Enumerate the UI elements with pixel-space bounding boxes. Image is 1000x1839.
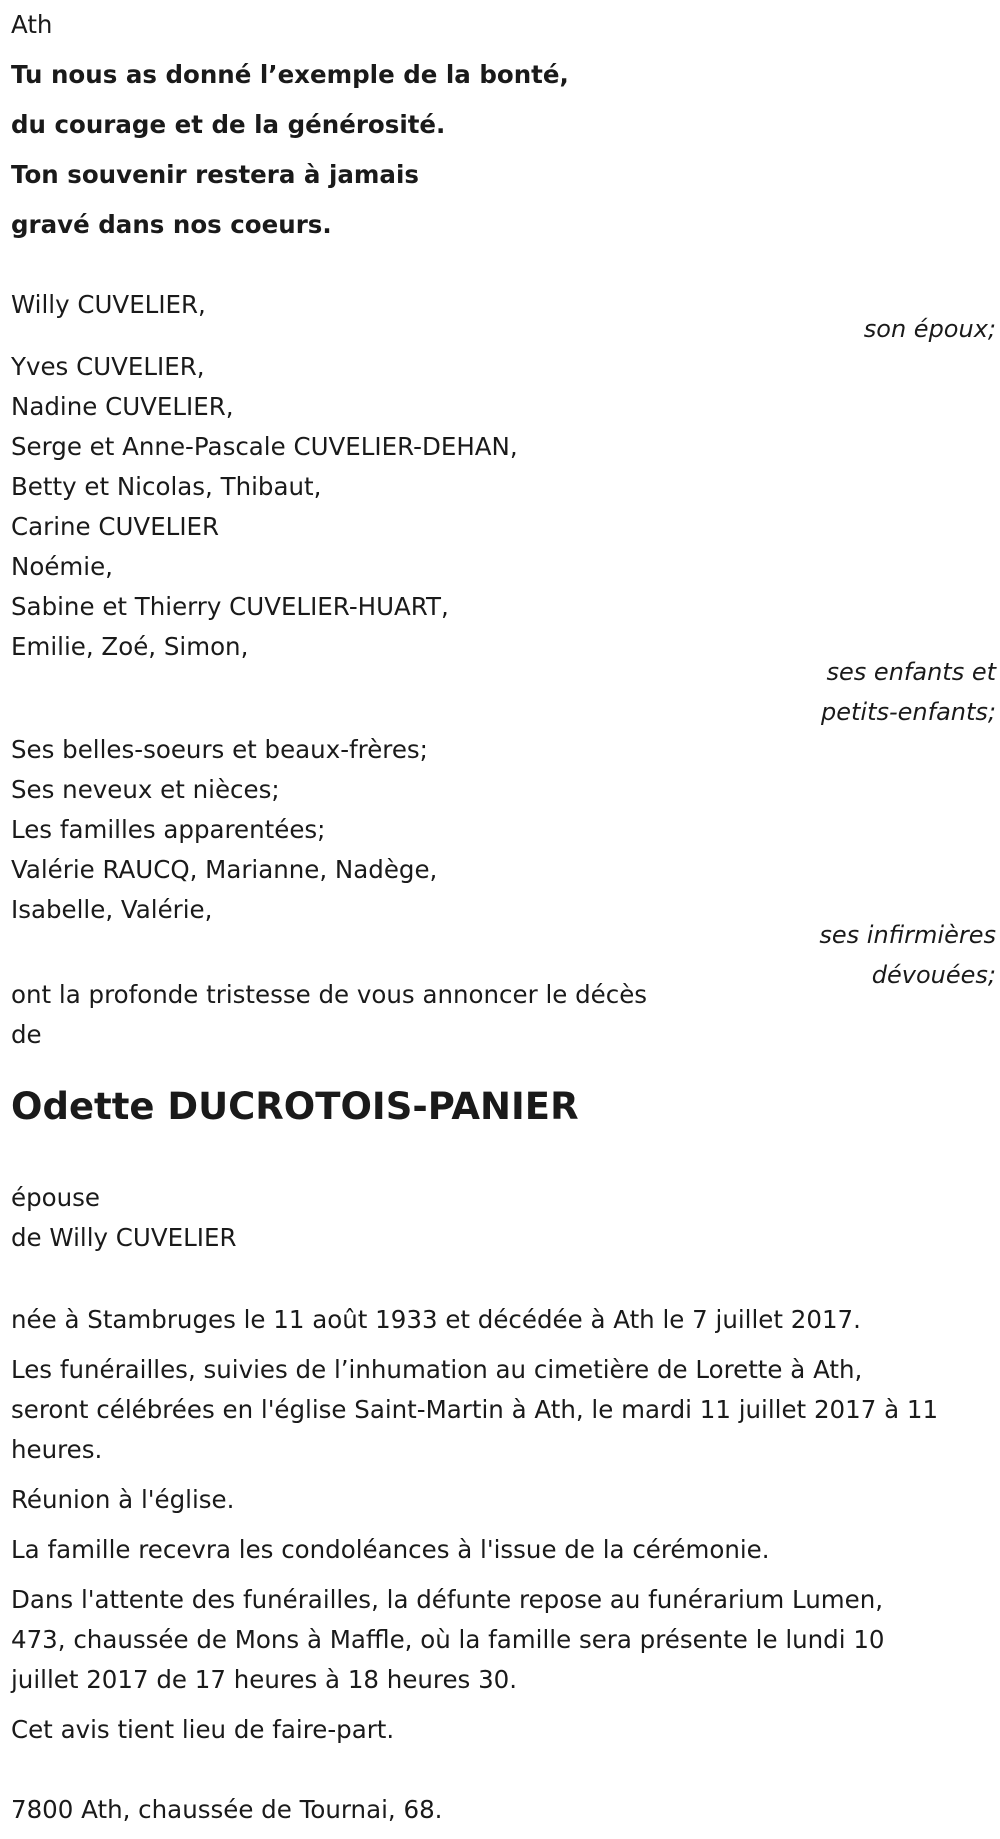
- city-heading: Ath: [11, 10, 53, 39]
- poem-line: du courage et de la générosité.: [11, 110, 446, 139]
- announcement-line: ont la profonde tristesse de vous annoncer le décès: [11, 980, 648, 1009]
- condolences-line: La famille recevra les condoléances à l'issue de la cérémonie.: [11, 1535, 770, 1564]
- child-line: Noémie,: [11, 552, 113, 581]
- nurses-relation: dévouées;: [871, 961, 996, 989]
- child-line: Emilie, Zoé, Simon,: [11, 632, 249, 661]
- relative-line: Ses belles-soeurs et beaux-frères;: [11, 735, 428, 764]
- funeral-line: Les funérailles, suivies de l’inhumation au cimetière de Lorette à Ath,: [11, 1355, 863, 1384]
- relative-line: Valérie RAUCQ, Marianne, Nadège,: [11, 855, 438, 884]
- funeral-line: seront célébrées en l'église Saint-Martin à Ath, le mardi 11 juillet 2017 à 11: [11, 1395, 939, 1424]
- funeral-line: heures.: [11, 1435, 103, 1464]
- relative-line: Ses neveux et nièces;: [11, 775, 280, 804]
- birth-death-line: née à Stambruges le 11 août 1933 et décédée à Ath le 7 juillet 2017.: [11, 1305, 861, 1334]
- wake-line: 473, chaussée de Mons à Maffle, où la famille sera présente le lundi 10: [11, 1625, 885, 1654]
- child-line: Nadine CUVELIER,: [11, 392, 234, 421]
- child-line: Betty et Nicolas, Thibaut,: [11, 472, 322, 501]
- poem-line: Ton souvenir restera à jamais: [11, 160, 419, 189]
- wake-line: Dans l'attente des funérailles, la défunte repose au funérarium Lumen,: [11, 1585, 884, 1614]
- deceased-name: Odette DUCROTOIS-PANIER: [11, 1085, 579, 1128]
- spouse-name: Willy CUVELIER,: [11, 290, 206, 319]
- child-line: Yves CUVELIER,: [11, 352, 205, 381]
- child-line: Serge et Anne-Pascale CUVELIER-DEHAN,: [11, 432, 518, 461]
- poem-line: gravé dans nos coeurs.: [11, 210, 332, 239]
- wake-line: juillet 2017 de 17 heures à 18 heures 30.: [11, 1665, 518, 1694]
- spouse-relation: son époux;: [863, 315, 996, 343]
- spouse-of-line: de Willy CUVELIER: [11, 1223, 237, 1252]
- announcement-line: de: [11, 1020, 42, 1049]
- children-relation: ses enfants et: [826, 658, 996, 686]
- address-line: 7800 Ath, chaussée de Tournai, 68.: [11, 1795, 443, 1824]
- children-relation: petits-enfants;: [821, 698, 996, 726]
- child-line: Sabine et Thierry CUVELIER-HUART,: [11, 592, 449, 621]
- nurses-relation: ses infirmières: [819, 921, 996, 949]
- relative-line: Les familles apparentées;: [11, 815, 326, 844]
- spouse-of-line: épouse: [11, 1183, 100, 1212]
- poem-line: Tu nous as donné l’exemple de la bonté,: [11, 60, 569, 89]
- notice-line: Cet avis tient lieu de faire-part.: [11, 1715, 395, 1744]
- meeting-line: Réunion à l'église.: [11, 1485, 235, 1514]
- relative-line: Isabelle, Valérie,: [11, 895, 213, 924]
- child-line: Carine CUVELIER: [11, 512, 220, 541]
